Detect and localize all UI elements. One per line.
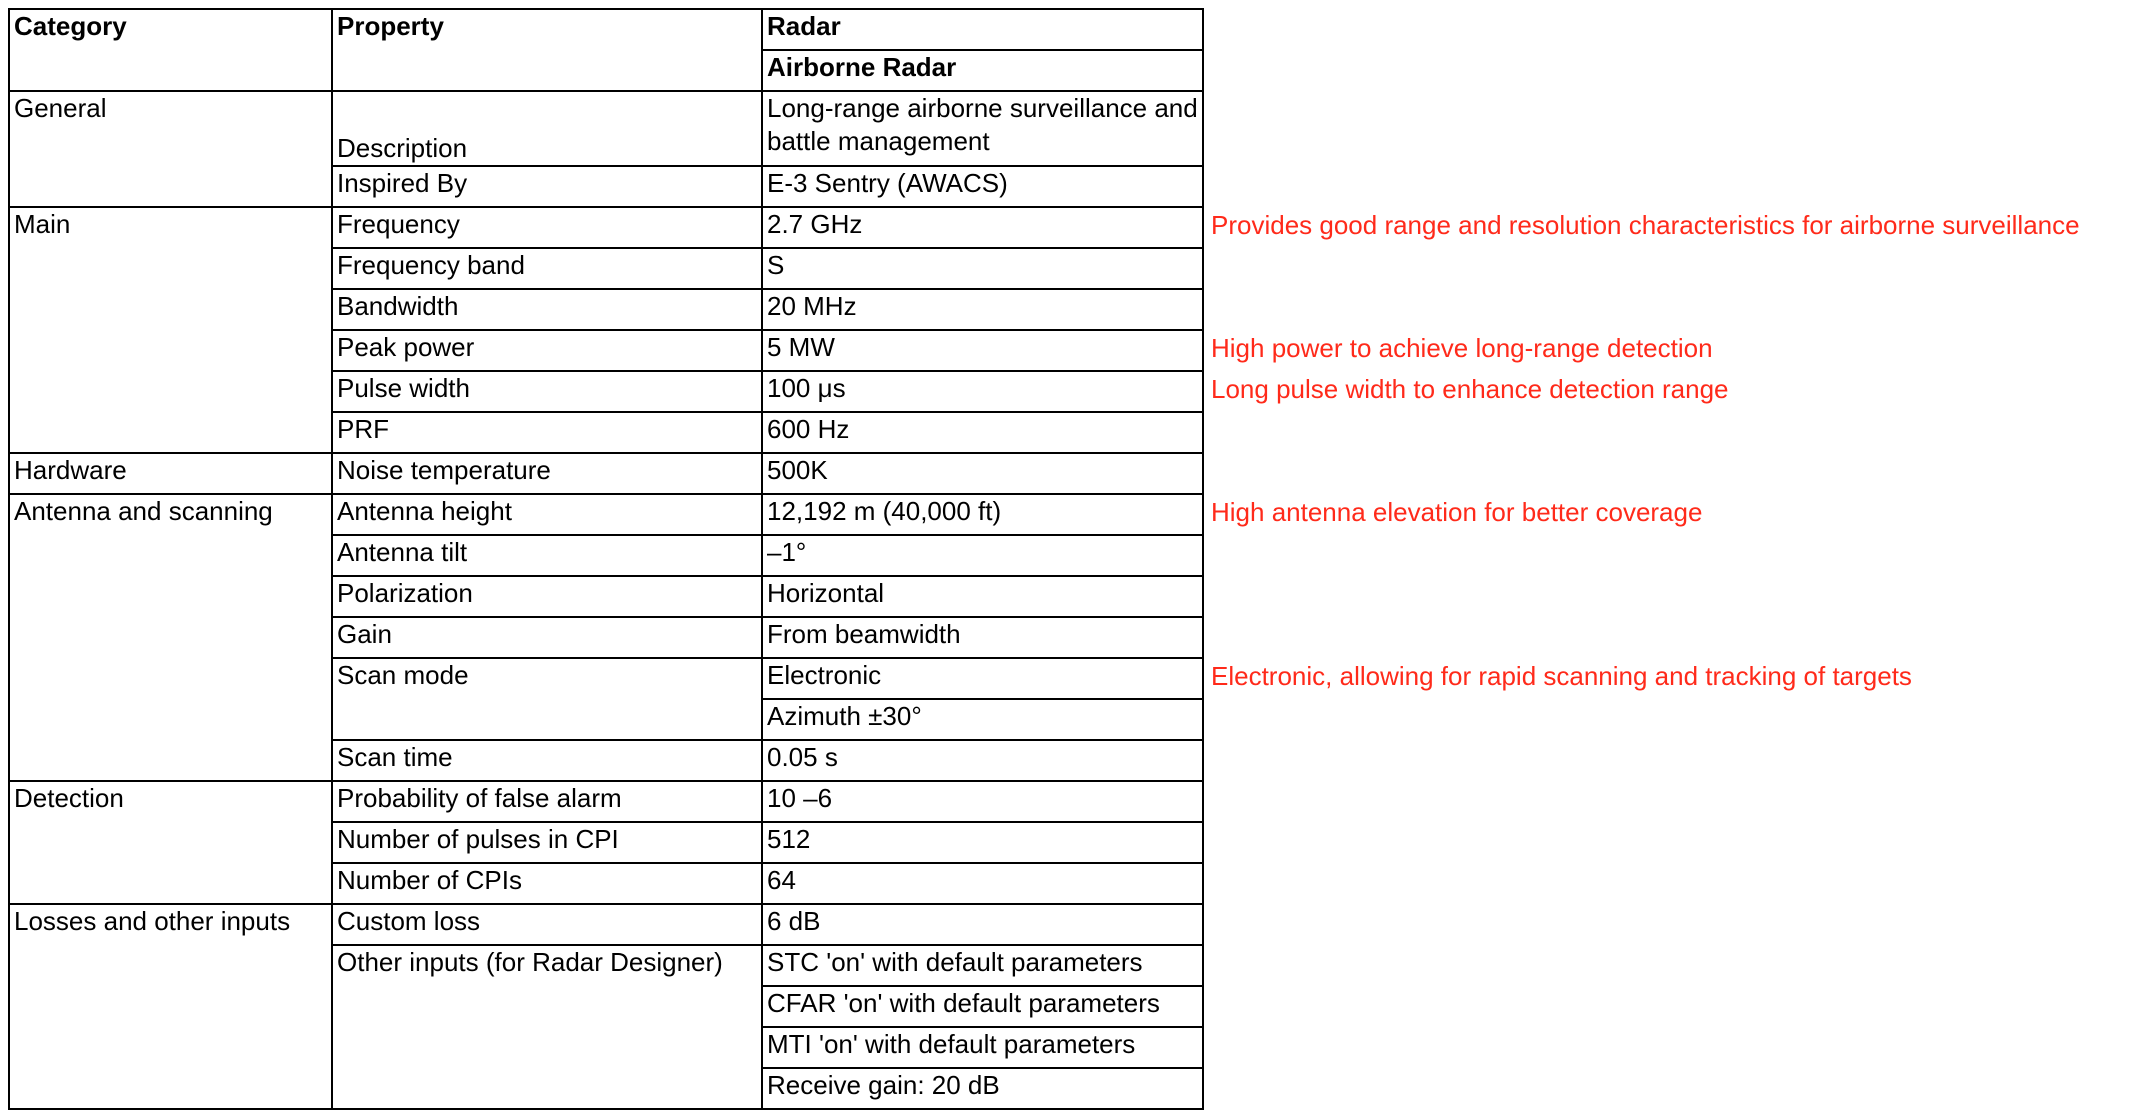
property-frequency: Frequency: [332, 207, 762, 248]
radar-spec-table: [8, 8, 1204, 1110]
property-description: Description: [332, 91, 762, 166]
property-noise-temperature: Noise temperature: [332, 453, 762, 494]
value-description: Long-range airborne surveillance and battle management: [762, 91, 1203, 166]
value-num-cpis: 64: [762, 863, 1203, 904]
property-gain: Gain: [332, 617, 762, 658]
category-main: Main: [9, 207, 332, 453]
value-frequency-band: S: [762, 248, 1203, 289]
value-peak-power: 5 MW: [762, 330, 1203, 371]
category-antenna: Antenna and scanning: [9, 494, 332, 781]
value-stc: STC 'on' with default parameters: [762, 945, 1203, 986]
property-pfa: Probability of false alarm: [332, 781, 762, 822]
value-cfar: CFAR 'on' with default parameters: [762, 986, 1203, 1027]
value-pfa: 10 –6: [762, 781, 1203, 822]
property-scan-mode: Scan mode: [332, 658, 762, 740]
category-hardware: Hardware: [9, 453, 332, 494]
header-category: Category: [9, 9, 332, 91]
property-custom-loss: Custom loss: [332, 904, 762, 945]
value-pulse-width: 100 μs: [762, 371, 1203, 412]
note-scan-mode: Electronic, allowing for rapid scanning and tracking of targets: [1211, 661, 1912, 691]
property-prf: PRF: [332, 412, 762, 453]
property-other-inputs: Other inputs (for Radar Designer): [332, 945, 762, 1109]
property-antenna-height: Antenna height: [332, 494, 762, 535]
property-peak-power: Peak power: [332, 330, 762, 371]
value-frequency: 2.7 GHz: [762, 207, 1203, 248]
value-noise-temperature: 500K: [762, 453, 1203, 494]
category-detection: Detection: [9, 781, 332, 904]
property-frequency-band: Frequency band: [332, 248, 762, 289]
note-frequency: Provides good range and resolution characteristics for airborne surveillance: [1211, 210, 2080, 240]
header-radar: Radar: [762, 9, 1203, 50]
value-antenna-tilt: –1°: [762, 535, 1203, 576]
property-pulse-width: Pulse width: [332, 371, 762, 412]
value-receive-gain: Receive gain: 20 dB: [762, 1068, 1203, 1109]
header-radar-name: Airborne Radar: [762, 50, 1203, 91]
property-polarization: Polarization: [332, 576, 762, 617]
property-bandwidth: Bandwidth: [332, 289, 762, 330]
note-antenna-height: High antenna elevation for better coverage: [1211, 497, 1703, 527]
category-general: General: [9, 91, 332, 207]
property-scan-time: Scan time: [332, 740, 762, 781]
value-prf: 600 Hz: [762, 412, 1203, 453]
value-inspired-by: E-3 Sentry (AWACS): [762, 166, 1203, 207]
value-bandwidth: 20 MHz: [762, 289, 1203, 330]
property-pulses-cpi: Number of pulses in CPI: [332, 822, 762, 863]
property-inspired-by: Inspired By: [332, 166, 762, 207]
note-pulse-width: Long pulse width to enhance detection range: [1211, 374, 1729, 404]
note-peak-power: High power to achieve long-range detection: [1211, 333, 1713, 363]
value-scan-time: 0.05 s: [762, 740, 1203, 781]
category-losses: Losses and other inputs: [9, 904, 332, 1109]
value-custom-loss: 6 dB: [762, 904, 1203, 945]
property-num-cpis: Number of CPIs: [332, 863, 762, 904]
header-property: Property: [332, 9, 762, 91]
value-gain: From beamwidth: [762, 617, 1203, 658]
value-scan-mode: Electronic: [762, 658, 1203, 699]
value-scan-azimuth: Azimuth ±30°: [762, 699, 1203, 740]
value-mti: MTI 'on' with default parameters: [762, 1027, 1203, 1068]
value-antenna-height: 12,192 m (40,000 ft): [762, 494, 1203, 535]
value-pulses-cpi: 512: [762, 822, 1203, 863]
value-polarization: Horizontal: [762, 576, 1203, 617]
property-antenna-tilt: Antenna tilt: [332, 535, 762, 576]
